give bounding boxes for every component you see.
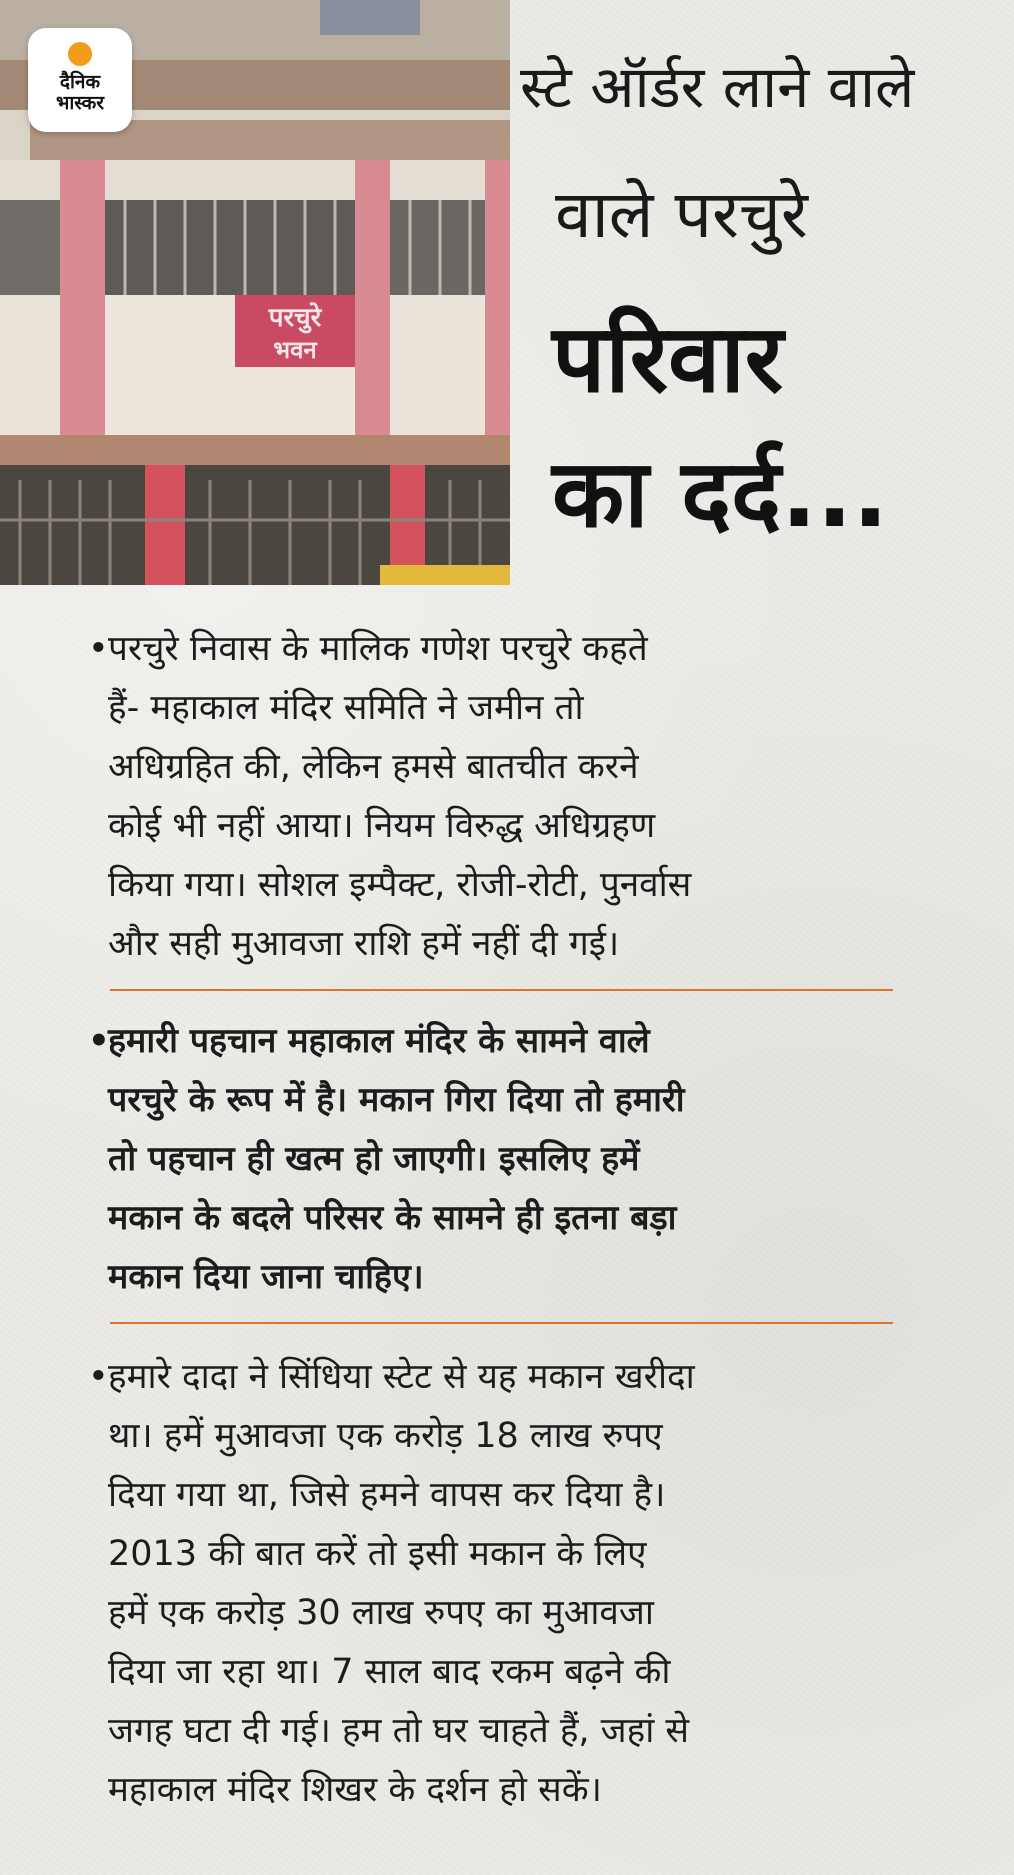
paragraph-line: तो पहचान ही खत्म हो जाएगी। इसलिए हमें [108,1139,640,1179]
paragraph-line: हमारे दादा ने सिंधिया स्टेट से यह मकान खरीदा [108,1357,695,1397]
sun-dot-icon [68,42,92,66]
paragraph-line: मकान दिया जाना चाहिए। [108,1257,424,1297]
paragraph-line: और सही मुआवजा राशि हमें नहीं दी गई। [108,924,620,964]
paragraph-2 [88,1012,908,1307]
paragraph-line: महाकाल मंदिर शिखर के दर्शन हो सकें। [108,1770,602,1810]
sign-text-line2: भवन [273,336,317,364]
paragraph-line: हैं- महाकाल मंदिर समिति ने जमीन तो [108,688,584,728]
dainik-bhaskar-logo [28,28,132,132]
paragraph-line: 2013 की बात करें तो इसी मकान के लिए [108,1534,647,1574]
paragraph-line: परचुरे के रूप में है। मकान गिरा दिया तो हमारी [108,1080,685,1120]
sign-text-line1: परचुरे [268,303,322,333]
headline [510,0,1014,585]
paragraph-line: दिया गया था, जिसे हमने वापस कर दिया है। [108,1475,666,1515]
logo-text-line2: भास्कर [55,92,105,114]
headline-line2: वाले परचुरे [555,176,808,253]
paragraph-line: परचुरे निवास के मालिक गणेश परचुरे कहते [108,629,648,669]
paragraph-line: मकान के बदले परिसर के सामने ही इतना बड़ा [108,1198,677,1238]
paragraph-line: हमारी पहचान महाकाल मंदिर के सामने वाले [108,1021,650,1061]
logo-text-line1: दैनिक [59,71,101,93]
paragraph-line: अधिग्रहित की, लेकिन हमसे बातचीत करने [108,747,639,787]
headline-line1: स्टे ऑर्डर लाने वाले [520,53,915,121]
paragraph-3 [88,1348,908,1820]
paragraph-line: हमें एक करोड़ 30 लाख रुपए का मुआवजा [108,1593,654,1633]
divider-2 [110,1322,893,1324]
paragraph-line: था। हमें मुआवजा एक करोड़ 18 लाख रुपए [108,1416,663,1456]
paragraph-line: किया गया। सोशल इम्पैक्ट, रोजी-रोटी, पुनर्वास [108,865,692,905]
paragraph-1 [88,620,908,974]
paragraph-line: कोई भी नहीं आया। नियम विरुद्ध अधिग्रहण [108,806,656,846]
headline-line4: का दर्द... [552,440,889,549]
headline-line3: परिवार [552,305,784,414]
paragraph-line: दिया जा रहा था। 7 साल बाद रकम बढ़ने की [108,1652,671,1692]
bullet-2: • [88,1021,110,1061]
bullet-1: • [88,629,109,669]
paragraph-line: जगह घटा दी गई। हम तो घर चाहते हैं, जहां से [108,1711,690,1751]
bullet-3: • [88,1357,109,1397]
divider-1 [110,989,893,991]
building-photo [0,0,510,585]
